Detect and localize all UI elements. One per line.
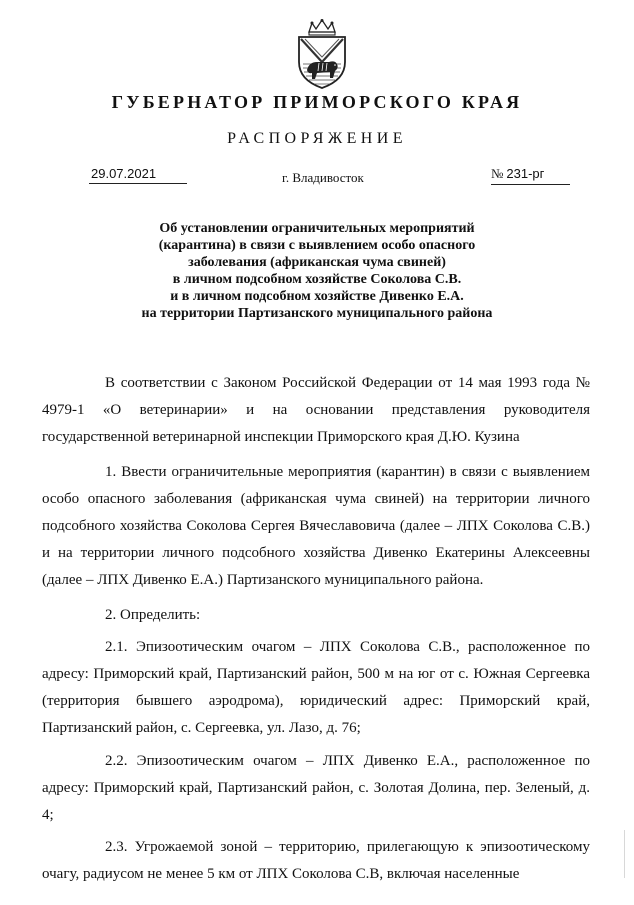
document-body — [42, 370, 590, 894]
subject-line: и в личном подсобном хозяйстве Дивенко Е.А. — [170, 289, 464, 304]
preamble-paragraph: В соответствии с Законом Российской Федерации от 14 мая 1993 года № 4979-1 «О ветеринарии» и на основании представления руководителя государственной ветеринарной инспекции Приморского края Д.Ю. Кузина — [42, 375, 590, 446]
document-subject — [60, 220, 574, 322]
subject-line: (карантина) в связи с выявлением особо опасного — [158, 238, 476, 253]
document-city: г. Владивосток — [282, 170, 364, 185]
number-value: 231-рг — [506, 166, 545, 181]
coat-of-arms-icon — [293, 18, 351, 90]
issuer-title: ГУБЕРНАТОР ПРИМОРСКОГО КРАЯ — [111, 92, 523, 112]
clause-1-paragraph: 1. Ввести ограничительные мероприятия (карантин) в связи с выявлением особо опасного заболевания (африканская чума свиней) на территории личного подсобного хозяйства Соколова Сергея Вячеславовича (далее – ЛПХ Соколова С.В.) и на территории личного подсобного хозяйства Дивенко Екатерины Алексеевны (далее – ЛПХ Дивенко Е.А.) Партизанского муниципального района. — [42, 463, 590, 589]
scan-edge-mark — [624, 830, 625, 878]
document-number — [491, 166, 570, 185]
clause-2-3-paragraph: 2.3. Угрожаемой зоной – территорию, прилегающую к эпизоотическому очагу, радиусом не менее 5 км от ЛПХ Соколова С.В, включая населенные — [42, 839, 590, 883]
document-type: РАСПОРЯЖЕНИЕ — [227, 130, 407, 147]
clause-2-1-paragraph: 2.1. Эпизоотическим очагом – ЛПХ Соколова С.В., расположенное по адресу: Приморский край, Партизанский район, 500 м на юг от с. Южная Сергеевка (территория бывшего аэродрома), юридический адрес: Приморский край, Партизанский район, с. Сергеевка, ул. Лазо, д. 76; — [42, 638, 590, 737]
clause-2-2-paragraph: 2.2. Эпизоотическим очагом – ЛПХ Дивенко Е.А., расположенное по адресу: Приморский край, Партизанский район, с. Золотая Долина, пер. Зеленый, д. 4; — [42, 752, 590, 824]
subject-line: заболевания (африканская чума свиней) — [188, 255, 446, 270]
document-date: 29.07.2021 — [89, 166, 187, 184]
clause-2-paragraph: 2. Определить: — [105, 606, 201, 623]
number-sign: № — [491, 166, 504, 181]
subject-line: в личном подсобном хозяйстве Соколова С.В. — [172, 272, 462, 287]
subject-line: Об установлении ограничительных мероприятий — [159, 221, 475, 236]
subject-line: на территории Партизанского муниципального района — [141, 306, 493, 321]
